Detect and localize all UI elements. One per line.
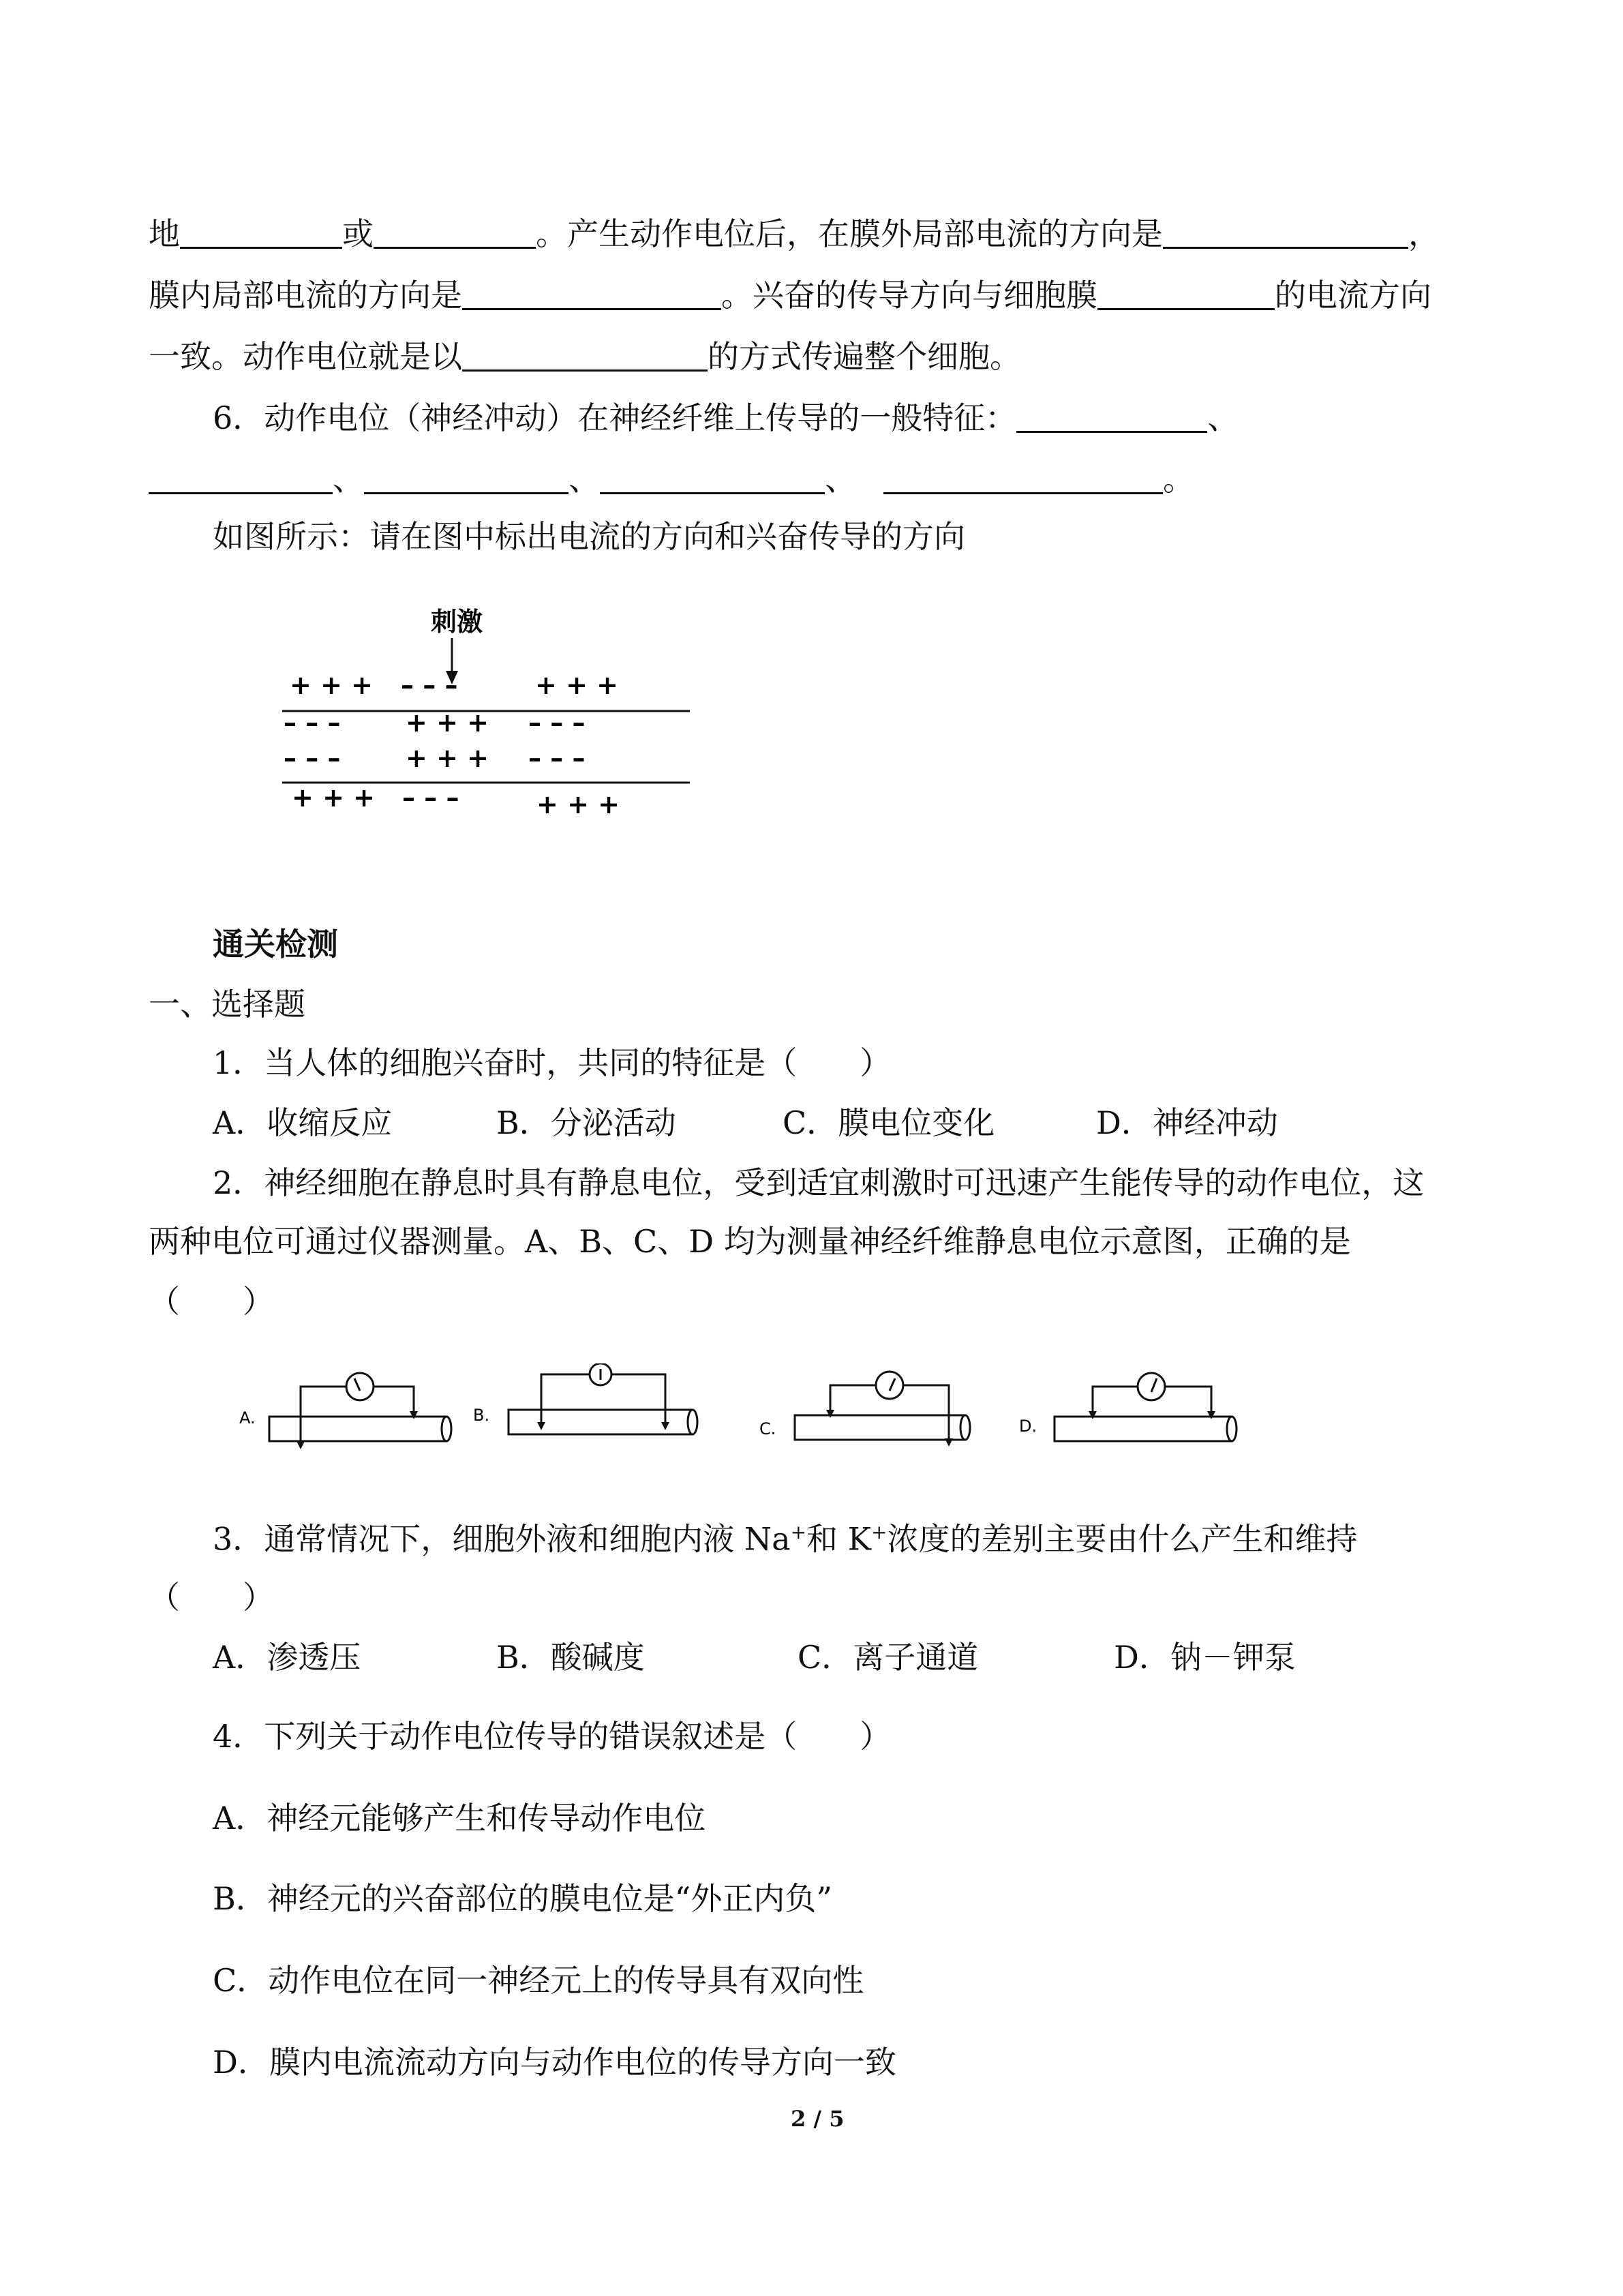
membrane-potential-diagram (273, 600, 695, 825)
galvanometer-icon (1138, 1373, 1165, 1400)
electrode-wire-left (830, 1385, 878, 1415)
fill-blank[interactable] (1163, 217, 1408, 249)
electrode-figure-b[interactable] (470, 1363, 702, 1459)
charge-row-4-right: + + + (536, 789, 620, 819)
charge-row-3-right: – – – (528, 743, 586, 773)
fiber-end (442, 1417, 451, 1441)
question-4-option-b[interactable]: B．神经元的兴奋部位的膜电位是“外正内负” (213, 1880, 832, 1917)
nerve-fiber (795, 1415, 965, 1440)
figure-prompt: 如图所示：请在图中标出电流的方向和兴奋传导的方向 (213, 518, 965, 555)
charge-row-4-middle: – – – (402, 783, 459, 813)
electrode-wire-right (1164, 1387, 1211, 1417)
fill-blank[interactable] (364, 462, 568, 494)
charge-row-1-left: + + + (290, 670, 373, 700)
question-2-stem-line-2: 两种电位可通过仪器测量。A、B、C、D 均为测量神经纤维静息电位示意图，正确的是 (149, 1223, 1351, 1260)
fiber-end (688, 1410, 697, 1434)
continuation-line-1: 地 或 。产生动作电位后，在膜外局部电流的方向是 ， (149, 215, 1440, 252)
question-1-option-c[interactable]: C．膜电位变化 (783, 1104, 995, 1141)
fill-blank[interactable] (149, 462, 333, 494)
subsection-title: 一、选择题 (149, 986, 305, 1023)
fill-blank[interactable] (374, 217, 536, 249)
question-2-paren: （ ） (149, 1283, 274, 1320)
galvanometer-icon (346, 1373, 374, 1400)
charge-row-3-middle: + + + (406, 743, 489, 773)
question-1-option-a[interactable]: A．收缩反应 (213, 1104, 393, 1141)
fiber-end (960, 1415, 970, 1440)
charge-row-2-right: – – – (528, 708, 586, 738)
charge-row-2-left: – – – (284, 708, 341, 738)
electrode-wire-right (371, 1387, 414, 1417)
fill-blank[interactable] (462, 278, 721, 310)
question-1-stem: 1．当人体的细胞兴奋时，共同的特征是（ ） (213, 1044, 892, 1081)
page-number: 2 / 5 (791, 2106, 845, 2132)
figure-label-a: A. (239, 1408, 256, 1428)
charge-row-3-left: – – – (284, 743, 341, 773)
figure-label-c: C. (759, 1419, 776, 1438)
nerve-fiber (269, 1417, 446, 1441)
fill-blank[interactable] (180, 217, 342, 249)
fill-blank[interactable] (462, 339, 708, 372)
question-4-stem: 4．下列关于动作电位传导的错误叙述是（ ） (213, 1718, 892, 1755)
item-6-line-2: 、 、 、 。 (149, 462, 1194, 495)
question-1-option-d[interactable]: D．神经冲动 (1096, 1104, 1278, 1141)
question-3-stem: 3．通常情况下，细胞外液和细胞内液 Na+和 K+浓度的差别主要由什么产生和维持 (213, 1520, 1358, 1558)
fiber-end (1227, 1417, 1237, 1441)
electrode-figure-c[interactable] (757, 1363, 988, 1459)
question-4-option-a[interactable]: A．神经元能够产生和传导动作电位 (213, 1800, 706, 1837)
charge-row-1-middle: – – – (401, 670, 458, 700)
galvanometer-icon (876, 1372, 903, 1399)
electrode-figure-a[interactable] (235, 1363, 467, 1459)
continuation-line-2: 膜内局部电流的方向是 。兴奋的传导方向与细胞膜 的电流方向 (149, 277, 1431, 314)
question-3-option-d[interactable]: D．钠－钾泵 (1114, 1639, 1296, 1676)
question-4-option-d[interactable]: D．膜内电流流动方向与动作电位的传导方向一致 (213, 2044, 896, 2081)
continuation-line-3: 一致。动作电位就是以 的方式传遍整个细胞。 (149, 338, 1021, 375)
charge-row-4-left: + + + (292, 783, 375, 813)
fill-blank[interactable] (1097, 278, 1275, 310)
electrode-figure-d[interactable] (1012, 1363, 1244, 1459)
fill-blank[interactable] (1016, 401, 1207, 433)
figure-label-d: D. (1019, 1417, 1037, 1436)
question-2-stem-line-1: 2．神经细胞在静息时具有静息电位，受到适宜刺激时可迅速产生能传导的动作电位，这 (213, 1164, 1425, 1201)
question-3-option-a[interactable]: A．渗透压 (213, 1639, 361, 1676)
question-3-paren: （ ） (149, 1579, 274, 1616)
charge-row-2-middle: + + + (406, 708, 489, 738)
electrode-tip (297, 1441, 305, 1449)
section-title: 通关检测 (213, 926, 338, 963)
nerve-fiber (1055, 1417, 1232, 1441)
question-4-option-c[interactable]: C．动作电位在同一神经元上的传导具有双向性 (213, 1962, 864, 1999)
electrode-wire-left (1093, 1387, 1139, 1417)
question-3-option-c[interactable]: C．离子通道 (798, 1639, 979, 1676)
figure-label-b: B. (473, 1406, 490, 1425)
question-1-option-b[interactable]: B．分泌活动 (496, 1104, 676, 1141)
question-3-option-b[interactable]: B．酸碱度 (496, 1639, 645, 1676)
charge-row-1-right: + + + (535, 670, 618, 700)
fill-blank[interactable] (600, 462, 825, 494)
fill-blank[interactable] (883, 462, 1163, 494)
item-6-line-1: 6．动作电位（神经冲动）在神经纤维上传导的一般特征： 、 (213, 399, 1239, 436)
stimulus-label: 刺激 (430, 607, 483, 637)
electrode-tip (945, 1438, 953, 1447)
